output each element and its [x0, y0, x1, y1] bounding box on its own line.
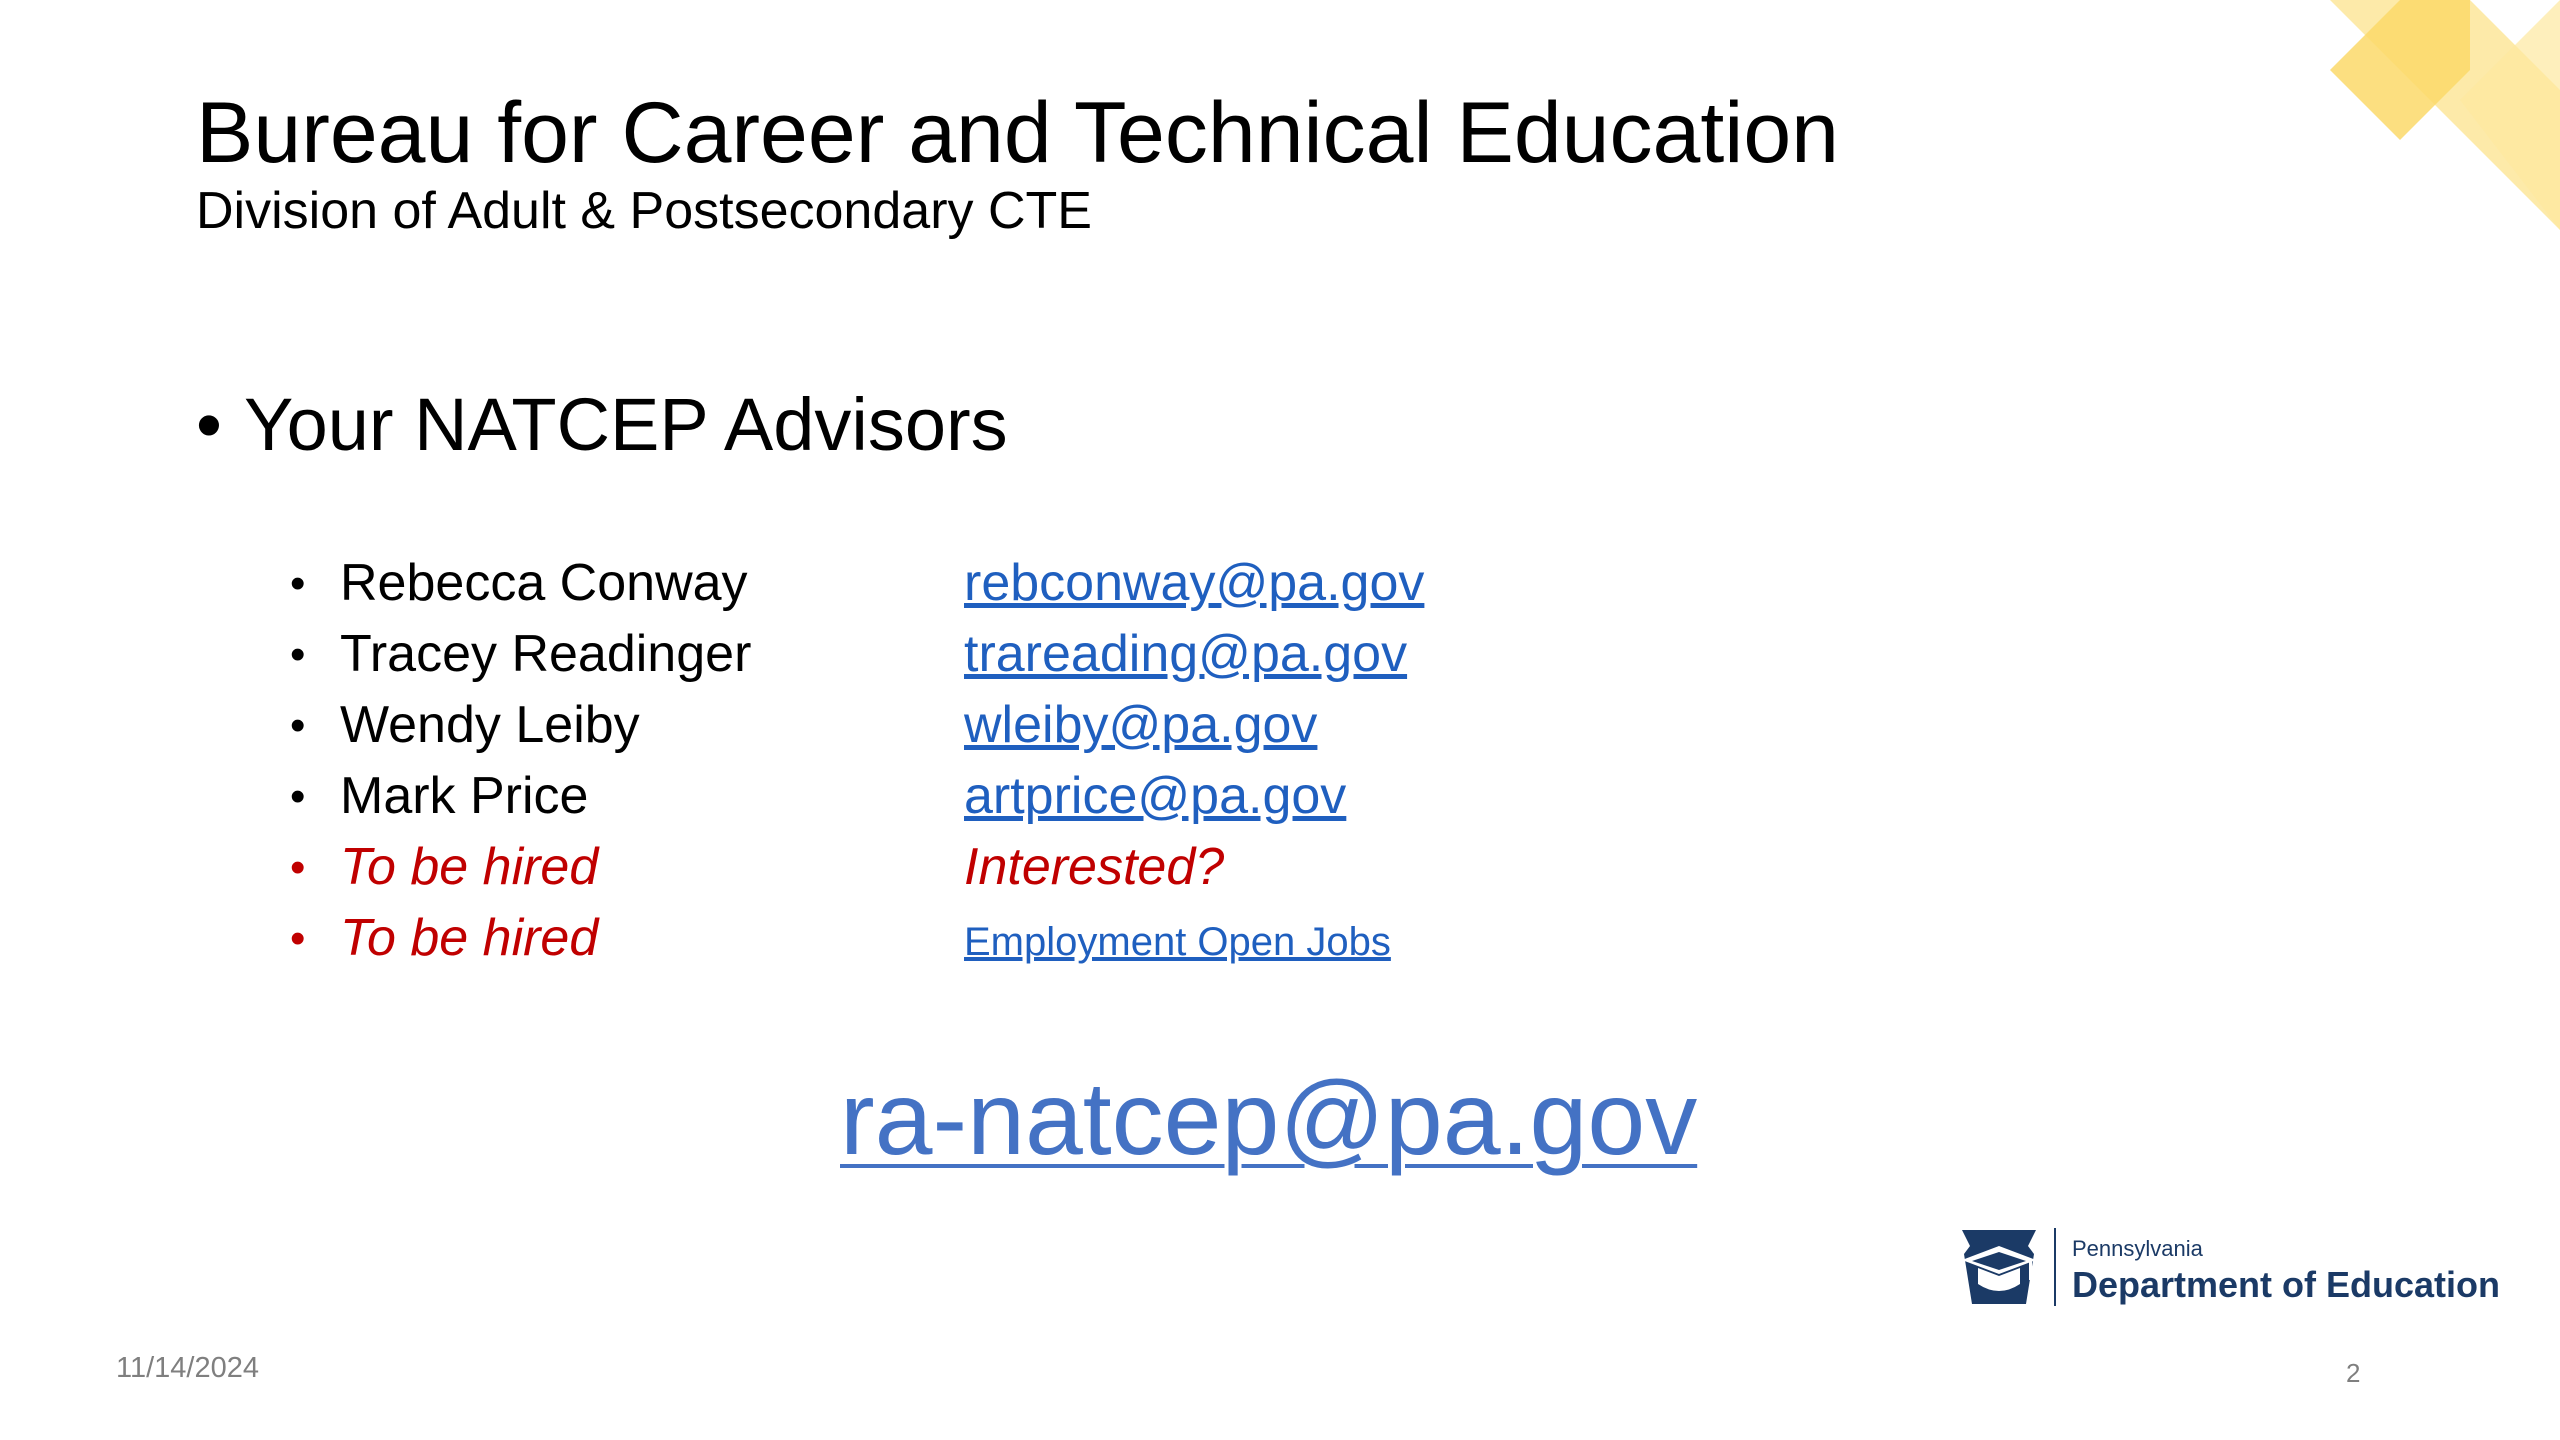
logo-department-name: Department of Education — [2072, 1264, 2501, 1305]
logo-state-name: Pennsylvania — [2072, 1236, 2203, 1261]
bullet: • — [290, 843, 306, 892]
section-heading-text: Your NATCEP Advisors — [244, 383, 1008, 466]
vacancy-label: To be hired — [340, 909, 599, 967]
list-item — [290, 619, 1690, 690]
list-item — [290, 690, 1690, 761]
bullet: • — [196, 383, 222, 466]
keystone-graduation-cap-icon — [1956, 1224, 2042, 1310]
bullet: • — [290, 914, 306, 963]
employment-open-jobs-link[interactable]: Employment Open Jobs — [964, 920, 1391, 964]
main-email-link[interactable]: ra-natcep@pa.gov — [840, 1061, 1698, 1177]
advisor-list — [290, 548, 1690, 974]
footer-date: 11/14/2024 — [116, 1352, 259, 1384]
vacancy-note: Interested? — [964, 838, 1225, 896]
bullet: • — [290, 701, 306, 750]
bullet: • — [290, 559, 306, 608]
list-item — [290, 761, 1690, 832]
advisor-email-link[interactable]: trareading@pa.gov — [964, 625, 1408, 683]
advisor-name: Rebecca Conway — [340, 554, 748, 612]
advisor-name: Wendy Leiby — [340, 696, 640, 754]
advisor-name: Mark Price — [340, 767, 589, 825]
bullet: • — [290, 772, 306, 821]
page-subtitle: Division of Adult & Postsecondary CTE — [196, 182, 1092, 240]
advisor-name: Tracey Readinger — [340, 625, 752, 683]
logo-divider — [2054, 1228, 2056, 1306]
bullet: • — [290, 630, 306, 679]
pde-logo — [1956, 1224, 2501, 1310]
advisor-email-link[interactable]: artprice@pa.gov — [964, 767, 1347, 825]
page-number: 2 — [2346, 1358, 2361, 1388]
list-item-vacancy — [290, 903, 1690, 974]
section-heading — [196, 384, 1008, 465]
advisor-email-link[interactable]: wleiby@pa.gov — [964, 696, 1318, 754]
list-item-vacancy — [290, 832, 1690, 903]
advisor-email-link[interactable]: rebconway@pa.gov — [964, 554, 1425, 612]
page-title: Bureau for Career and Technical Education — [196, 85, 1839, 181]
vacancy-label: To be hired — [340, 838, 599, 896]
list-item — [290, 548, 1690, 619]
